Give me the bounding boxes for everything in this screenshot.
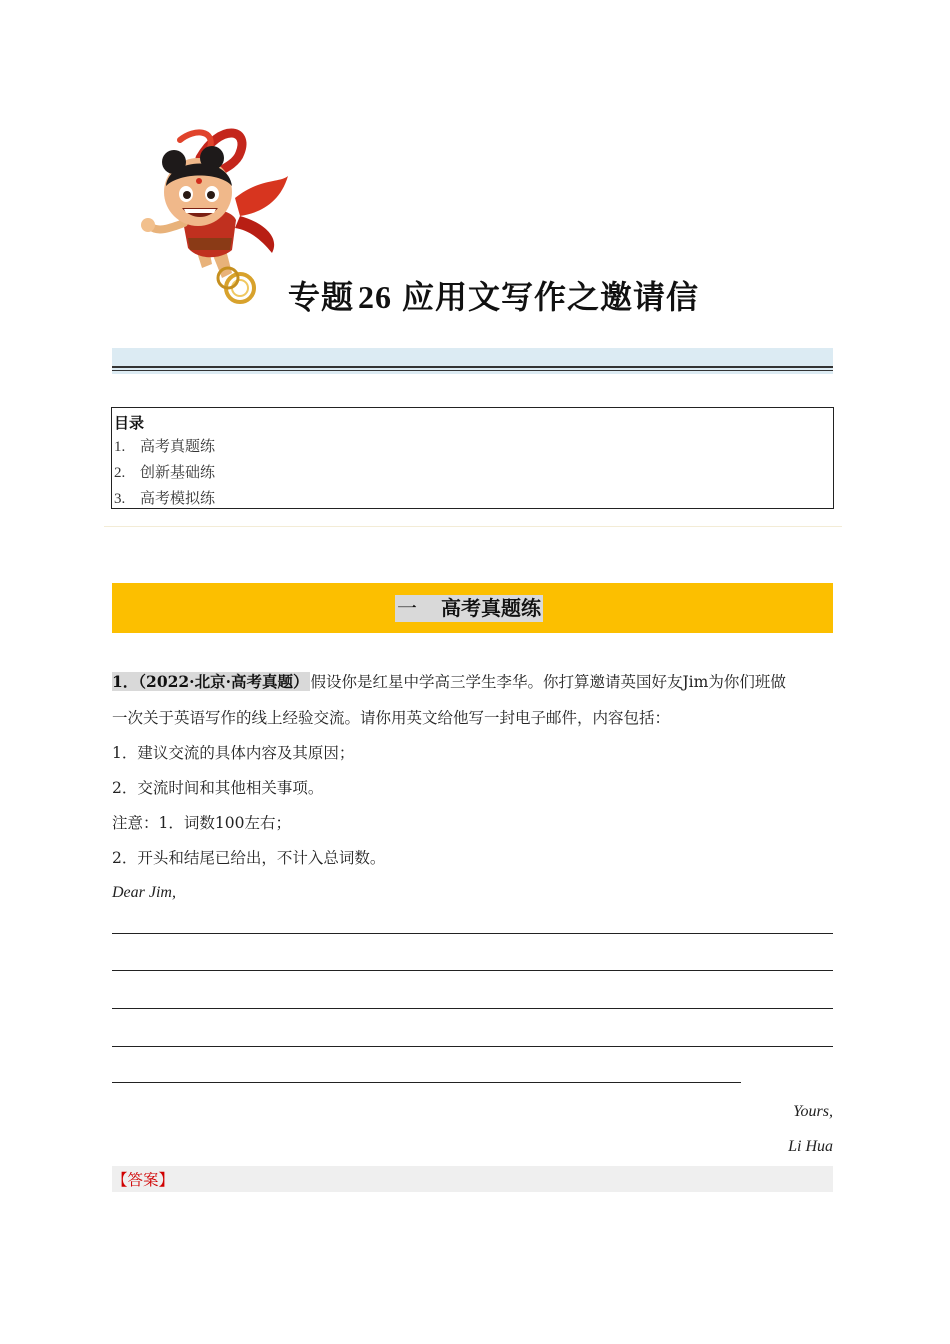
toc-item-3[interactable]: [114, 486, 833, 512]
title-underline-band: [112, 348, 833, 374]
title-prefix: 专题: [288, 278, 355, 316]
title-rule-thin: [112, 370, 833, 371]
toc-item-label: 高考模拟练: [140, 489, 216, 507]
question-prompt-1: 假设你是红星中学高三学生李华。你打算邀请英国好友Jim为你们班做: [310, 673, 786, 691]
question-point-2: 2．交流时间和其他相关事项。: [112, 779, 324, 797]
question-point-1: 1．建议交流的具体内容及其原因；: [112, 744, 355, 762]
toc-heading: 目录: [114, 414, 145, 432]
question-line-1: [112, 671, 786, 693]
toc-item-number: 2.: [114, 465, 126, 481]
title-number: 26: [358, 279, 393, 315]
mascot-illustration: [140, 128, 290, 310]
question-source-tag: 1．（2022·北京·高考真题）: [112, 672, 309, 691]
letter-closing: Yours,: [793, 1103, 833, 1120]
section-numeral: 一: [397, 596, 417, 620]
answer-label[interactable]: 【答案】: [112, 1171, 175, 1189]
toc-item-2[interactable]: [114, 460, 833, 486]
question-prompt-2: 一次关于英语写作的线上经验交流。请你用英文给他写一封电子邮件，内容包括：: [112, 709, 671, 727]
letter-signature: Li Hua: [788, 1138, 833, 1155]
answer-blank-line[interactable]: [112, 1082, 741, 1083]
question-note-1: 注意：1．词数100左右；: [112, 814, 291, 832]
toc-item-1[interactable]: [114, 434, 833, 460]
answer-blank-line[interactable]: [112, 1046, 833, 1047]
section-divider: [104, 526, 842, 527]
toc-item-number: 1.: [114, 439, 126, 455]
question-note-2: 2．开头和结尾已给出，不计入总词数。: [112, 849, 386, 867]
answer-blank-line[interactable]: [112, 970, 833, 971]
toc-item-number: 3.: [114, 491, 126, 507]
answer-bar: [112, 1166, 833, 1192]
section-header-label: [395, 595, 543, 622]
section-title: 高考真题练: [441, 596, 541, 620]
answer-blank-line[interactable]: [112, 933, 833, 934]
title-rule-thick: [112, 366, 833, 368]
document-title: [288, 272, 699, 318]
table-of-contents: [111, 407, 834, 509]
answer-blank-line[interactable]: [112, 1008, 833, 1009]
toc-item-label: 高考真题练: [140, 437, 216, 455]
letter-greeting: Dear Jim,: [112, 884, 176, 901]
toc-item-label: 创新基础练: [140, 463, 216, 481]
title-text: 应用文写作之邀请信: [402, 278, 700, 316]
